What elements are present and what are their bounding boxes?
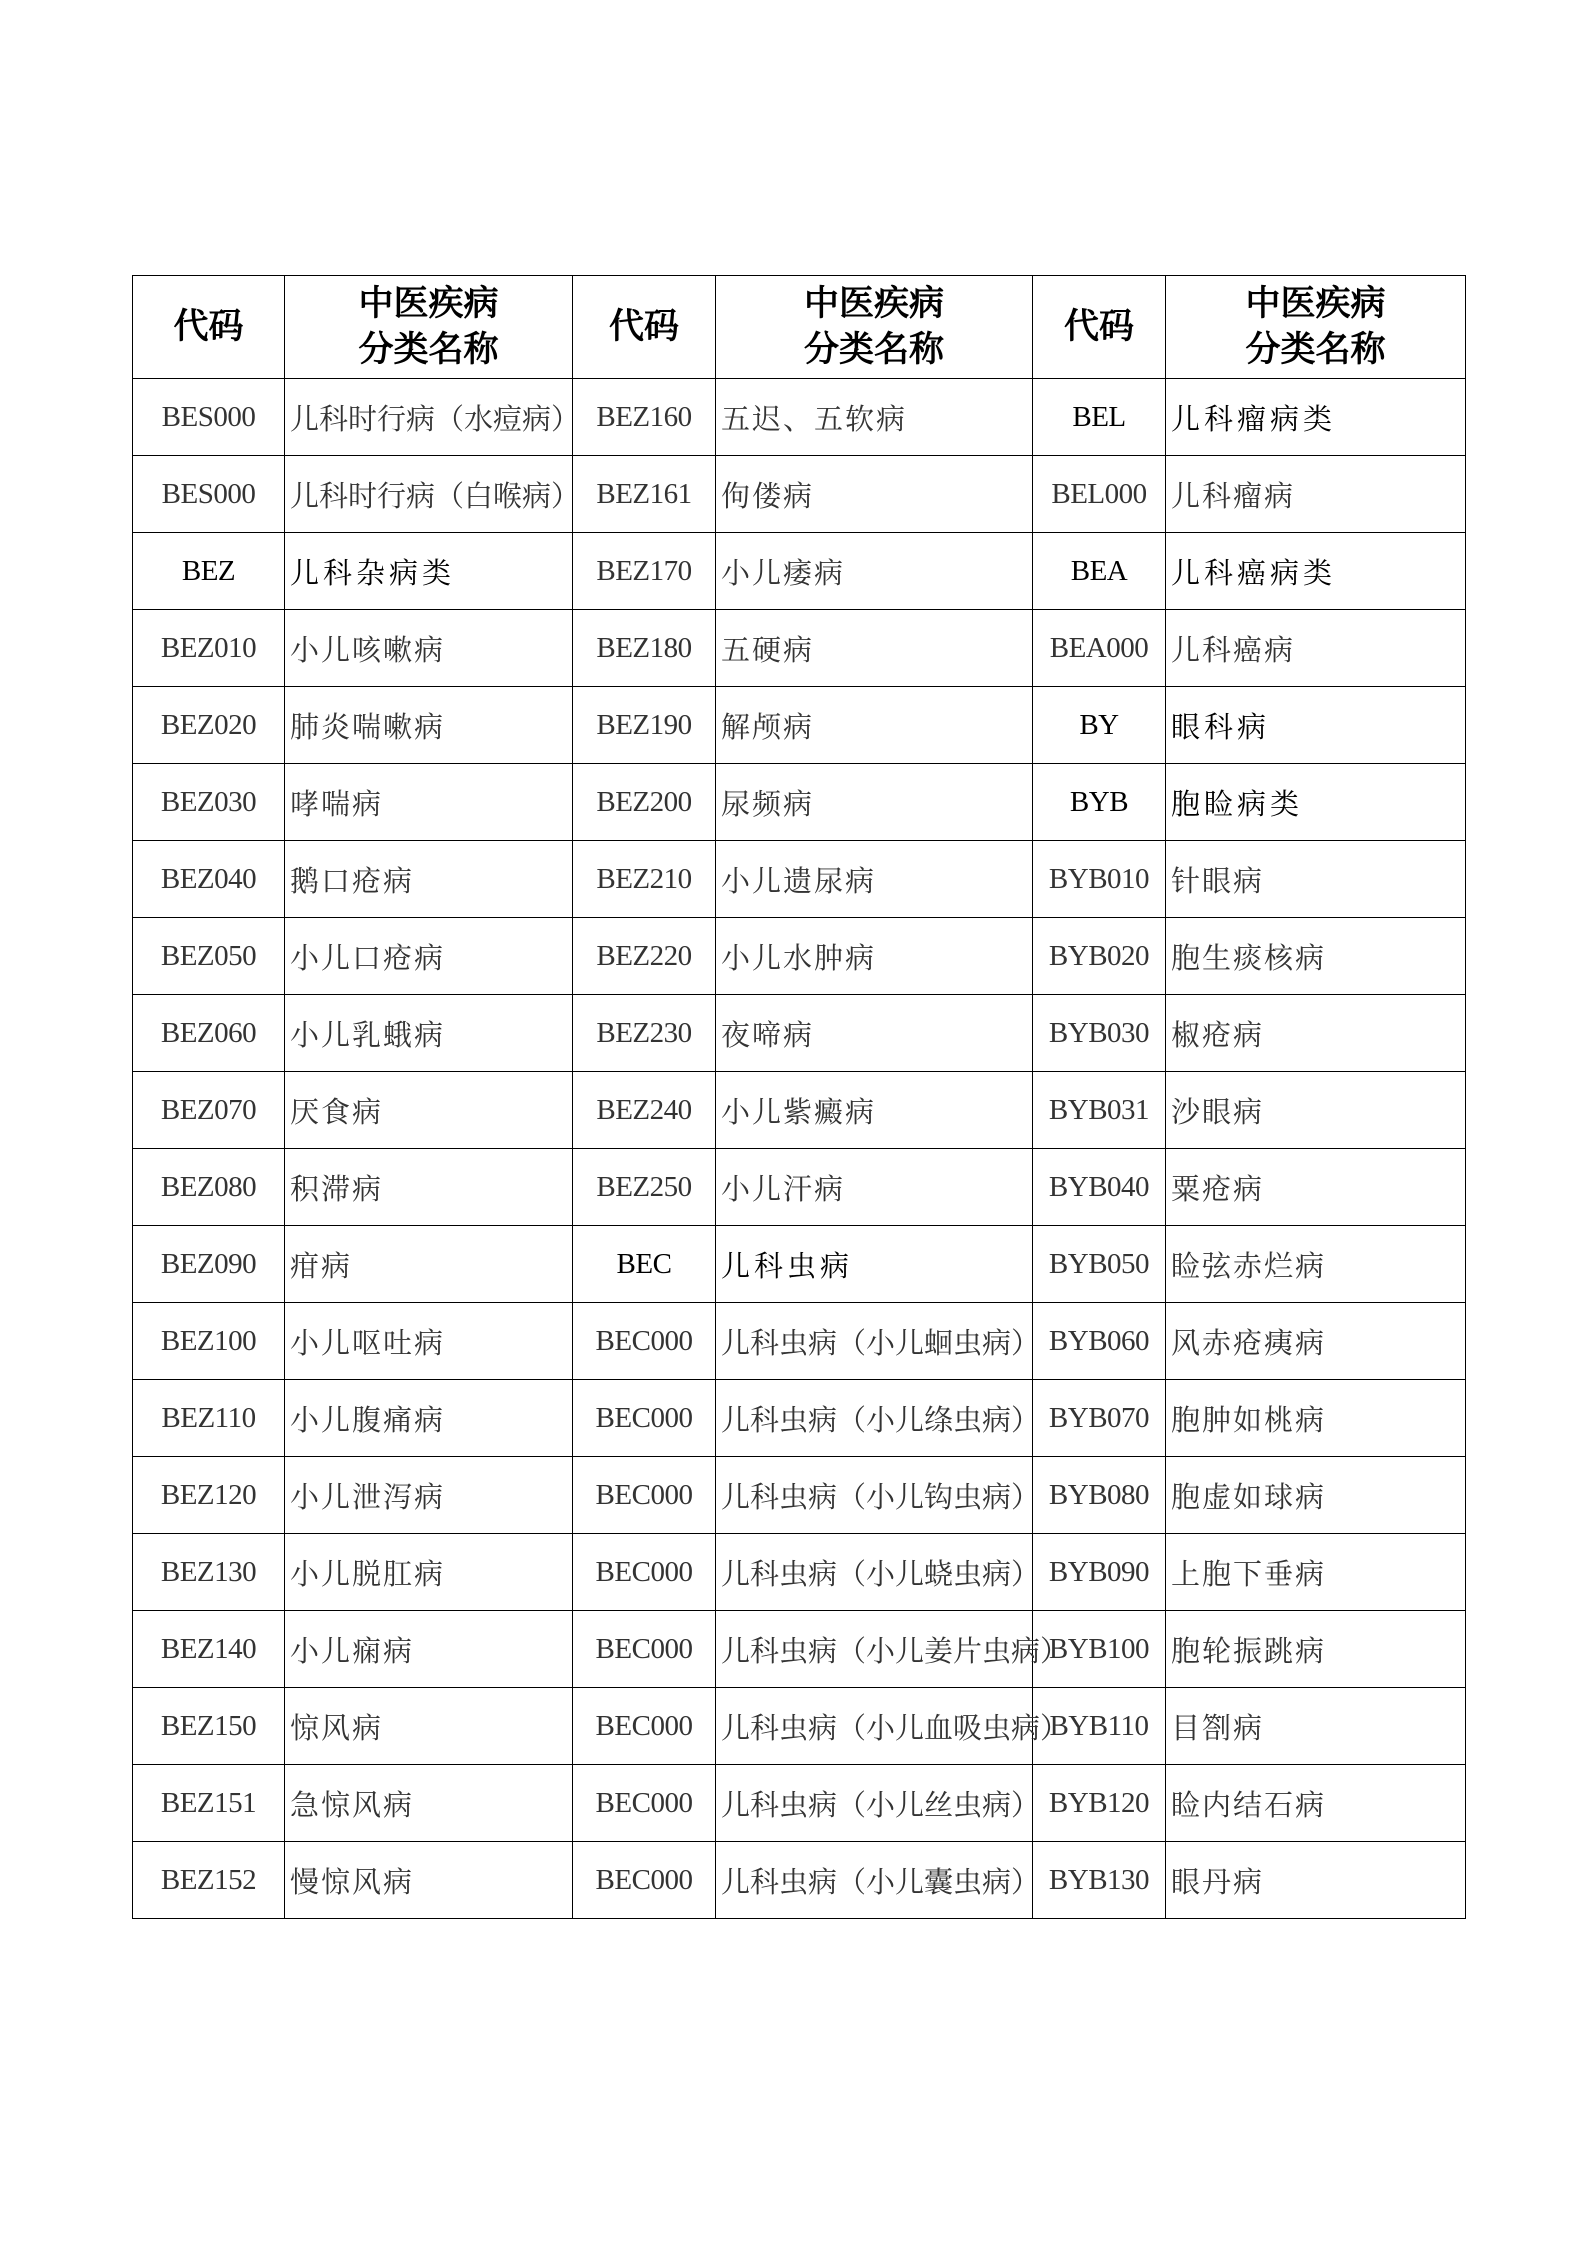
disease-name-cell: 粟疮病: [1166, 1149, 1466, 1226]
header-code: [573, 276, 716, 379]
disease-code-cell: BYB110: [1033, 1688, 1166, 1765]
category-name-cell: 儿科瘤病类: [1166, 379, 1466, 456]
disease-code-cell: BYB031: [1033, 1072, 1166, 1149]
table-row: [133, 918, 1466, 995]
header-text-line: 分类名称: [1245, 330, 1386, 370]
table-row: [133, 1380, 1466, 1457]
disease-name-cell: 儿科虫病（小儿血吸虫病）: [716, 1688, 1033, 1765]
table-row: [133, 995, 1466, 1072]
table-row: [133, 764, 1466, 841]
header-code: [1033, 276, 1166, 379]
disease-code-cell: BYB040: [1033, 1149, 1166, 1226]
category-code-cell: BY: [1033, 687, 1166, 764]
disease-code-cell: BEZ161: [573, 456, 716, 533]
category-name-cell: 儿科癌病类: [1166, 533, 1466, 610]
header-category-name: [1166, 276, 1466, 379]
disease-code-cell: BYB070: [1033, 1380, 1166, 1457]
disease-name-cell: 睑内结石病: [1166, 1765, 1466, 1842]
disease-name-cell: 胞肿如桃病: [1166, 1380, 1466, 1457]
disease-name-cell: 小儿泄泻病: [285, 1457, 573, 1534]
disease-name-cell: 上胞下垂病: [1166, 1534, 1466, 1611]
disease-name-cell: 疳病: [285, 1226, 573, 1303]
table-row: [133, 533, 1466, 610]
disease-name-cell: 鹅口疮病: [285, 841, 573, 918]
disease-code-cell: BEZ250: [573, 1149, 716, 1226]
disease-code-cell: BEZ220: [573, 918, 716, 995]
category-code-cell: BEA: [1033, 533, 1166, 610]
category-code-cell: BEC: [573, 1226, 716, 1303]
header-code: [133, 276, 285, 379]
disease-code-cell: BES000: [133, 379, 285, 456]
disease-name-cell: 慢惊风病: [285, 1842, 573, 1919]
disease-code-cell: BEZ040: [133, 841, 285, 918]
disease-name-cell: 胞生痰核病: [1166, 918, 1466, 995]
table-row: [133, 1303, 1466, 1380]
category-code-cell: BYB: [1033, 764, 1166, 841]
disease-code-cell: BEL000: [1033, 456, 1166, 533]
table-row: [133, 610, 1466, 687]
table-row: [133, 456, 1466, 533]
table-row: [133, 379, 1466, 456]
disease-code-cell: BEZ070: [133, 1072, 285, 1149]
disease-name-cell: 小儿口疮病: [285, 918, 573, 995]
disease-code-cell: BYB020: [1033, 918, 1166, 995]
table-row: [133, 1611, 1466, 1688]
disease-name-cell: 小儿痿病: [716, 533, 1033, 610]
disease-code-cell: BYB030: [1033, 995, 1166, 1072]
disease-code-cell: BEZ110: [133, 1380, 285, 1457]
disease-name-cell: 儿科癌病: [1166, 610, 1466, 687]
table-row: [133, 1842, 1466, 1919]
table-row: [133, 687, 1466, 764]
disease-name-cell: 尿频病: [716, 764, 1033, 841]
disease-name-cell: 胞虚如球病: [1166, 1457, 1466, 1534]
disease-code-cell: BES000: [133, 456, 285, 533]
table-header-row: [133, 276, 1466, 379]
disease-name-cell: 儿科时行病（白喉病）: [285, 456, 573, 533]
disease-name-cell: 儿科虫病（小儿蛔虫病）: [716, 1303, 1033, 1380]
disease-name-cell: 儿科虫病（小儿囊虫病）: [716, 1842, 1033, 1919]
header-text-line: 中医疾病: [1245, 284, 1386, 324]
disease-code-cell: BYB130: [1033, 1842, 1166, 1919]
disease-code-cell: BEZ010: [133, 610, 285, 687]
disease-code-cell: BEZ180: [573, 610, 716, 687]
disease-name-cell: 儿科虫病（小儿姜片虫病）: [716, 1611, 1033, 1688]
header-text-line: 分类名称: [803, 330, 944, 370]
disease-name-cell: 小儿遗尿病: [716, 841, 1033, 918]
disease-code-cell: BEC000: [573, 1765, 716, 1842]
disease-code-cell: BEC000: [573, 1688, 716, 1765]
category-name-cell: 儿科杂病类: [285, 533, 573, 610]
disease-code-cell: BYB100: [1033, 1611, 1166, 1688]
table-row: [133, 1226, 1466, 1303]
disease-name-cell: 积滞病: [285, 1149, 573, 1226]
category-code-cell: BEL: [1033, 379, 1166, 456]
disease-name-cell: 哮喘病: [285, 764, 573, 841]
disease-code-cell: BEZ240: [573, 1072, 716, 1149]
disease-code-cell: BEZ030: [133, 764, 285, 841]
category-code-cell: BEZ: [133, 533, 285, 610]
disease-code-cell: BEZ200: [573, 764, 716, 841]
disease-name-cell: 小儿咳嗽病: [285, 610, 573, 687]
disease-name-cell: 小儿乳蛾病: [285, 995, 573, 1072]
disease-name-cell: 胞轮振跳病: [1166, 1611, 1466, 1688]
disease-code-cell: BEZ152: [133, 1842, 285, 1919]
disease-code-cell: BYB010: [1033, 841, 1166, 918]
table-row: [133, 1149, 1466, 1226]
table-row: [133, 1072, 1466, 1149]
disease-code-cell: BEZ190: [573, 687, 716, 764]
category-name-cell: 胞睑病类: [1166, 764, 1466, 841]
table-row: [133, 1534, 1466, 1611]
header-category-name: [716, 276, 1033, 379]
disease-name-cell: 儿科瘤病: [1166, 456, 1466, 533]
disease-code-cell: BEC000: [573, 1303, 716, 1380]
disease-code-cell: BYB090: [1033, 1534, 1166, 1611]
disease-name-cell: 夜啼病: [716, 995, 1033, 1072]
header-text-line: 中医疾病: [803, 284, 944, 324]
table-row: [133, 1457, 1466, 1534]
disease-name-cell: 儿科时行病（水痘病）: [285, 379, 573, 456]
disease-name-cell: 小儿紫癜病: [716, 1072, 1033, 1149]
disease-name-cell: 惊风病: [285, 1688, 573, 1765]
disease-name-cell: 五迟、五软病: [716, 379, 1033, 456]
disease-name-cell: 小儿痫病: [285, 1611, 573, 1688]
disease-name-cell: 儿科虫病（小儿钩虫病）: [716, 1457, 1033, 1534]
disease-name-cell: 儿科虫病（小儿绦虫病）: [716, 1380, 1033, 1457]
disease-name-cell: 眼丹病: [1166, 1842, 1466, 1919]
category-name-cell: 儿科虫病: [716, 1226, 1033, 1303]
disease-code-cell: BEC000: [573, 1534, 716, 1611]
disease-name-cell: 厌食病: [285, 1072, 573, 1149]
disease-code-cell: BEZ100: [133, 1303, 285, 1380]
disease-name-cell: 肺炎喘嗽病: [285, 687, 573, 764]
disease-code-cell: BEC000: [573, 1457, 716, 1534]
disease-code-cell: BEC000: [573, 1380, 716, 1457]
disease-code-cell: BEC000: [573, 1842, 716, 1919]
disease-code-cell: BEZ140: [133, 1611, 285, 1688]
disease-code-cell: BEZ050: [133, 918, 285, 995]
disease-code-cell: BEZ130: [133, 1534, 285, 1611]
disease-name-cell: 小儿呕吐病: [285, 1303, 573, 1380]
header-text-line: 代码: [173, 307, 244, 347]
table-body: [133, 379, 1466, 1919]
disease-code-cell: BEZ060: [133, 995, 285, 1072]
disease-code-cell: BYB050: [1033, 1226, 1166, 1303]
disease-name-cell: 儿科虫病（小儿丝虫病）: [716, 1765, 1033, 1842]
disease-name-cell: 睑弦赤烂病: [1166, 1226, 1466, 1303]
disease-name-cell: 小儿脱肛病: [285, 1534, 573, 1611]
disease-code-cell: BEZ151: [133, 1765, 285, 1842]
disease-name-cell: 针眼病: [1166, 841, 1466, 918]
table-row: [133, 841, 1466, 918]
table-row: [133, 1765, 1466, 1842]
disease-name-cell: 沙眼病: [1166, 1072, 1466, 1149]
header-text-line: 中医疾病: [358, 284, 499, 324]
disease-code-cell: BEZ080: [133, 1149, 285, 1226]
disease-name-cell: 小儿汗病: [716, 1149, 1033, 1226]
disease-name-cell: 儿科虫病（小儿蛲虫病）: [716, 1534, 1033, 1611]
disease-name-cell: 五硬病: [716, 610, 1033, 687]
disease-name-cell: 风赤疮痍病: [1166, 1303, 1466, 1380]
disease-code-cell: BEZ090: [133, 1226, 285, 1303]
disease-code-cell: BEZ230: [573, 995, 716, 1072]
disease-name-cell: 目劄病: [1166, 1688, 1466, 1765]
disease-code-cell: BEZ150: [133, 1688, 285, 1765]
disease-code-cell: BYB060: [1033, 1303, 1166, 1380]
disease-code-cell: BEZ210: [573, 841, 716, 918]
disease-code-cell: BEZ160: [573, 379, 716, 456]
disease-name-cell: 小儿腹痛病: [285, 1380, 573, 1457]
disease-name-cell: 小儿水肿病: [716, 918, 1033, 995]
category-name-cell: 眼科病: [1166, 687, 1466, 764]
disease-code-cell: BYB120: [1033, 1765, 1166, 1842]
disease-code-table: [132, 275, 1466, 1919]
disease-name-cell: 急惊风病: [285, 1765, 573, 1842]
header-text-line: 代码: [1063, 307, 1134, 347]
disease-code-cell: BEA000: [1033, 610, 1166, 687]
disease-code-cell: BEZ170: [573, 533, 716, 610]
disease-name-cell: 佝偻病: [716, 456, 1033, 533]
table-row: [133, 1688, 1466, 1765]
header-text-line: 分类名称: [358, 330, 499, 370]
disease-name-cell: 解颅病: [716, 687, 1033, 764]
header-category-name: [285, 276, 573, 379]
disease-code-cell: BEZ020: [133, 687, 285, 764]
disease-code-cell: BYB080: [1033, 1457, 1166, 1534]
disease-code-cell: BEC000: [573, 1611, 716, 1688]
header-text-line: 代码: [608, 307, 679, 347]
disease-code-cell: BEZ120: [133, 1457, 285, 1534]
disease-name-cell: 椒疮病: [1166, 995, 1466, 1072]
